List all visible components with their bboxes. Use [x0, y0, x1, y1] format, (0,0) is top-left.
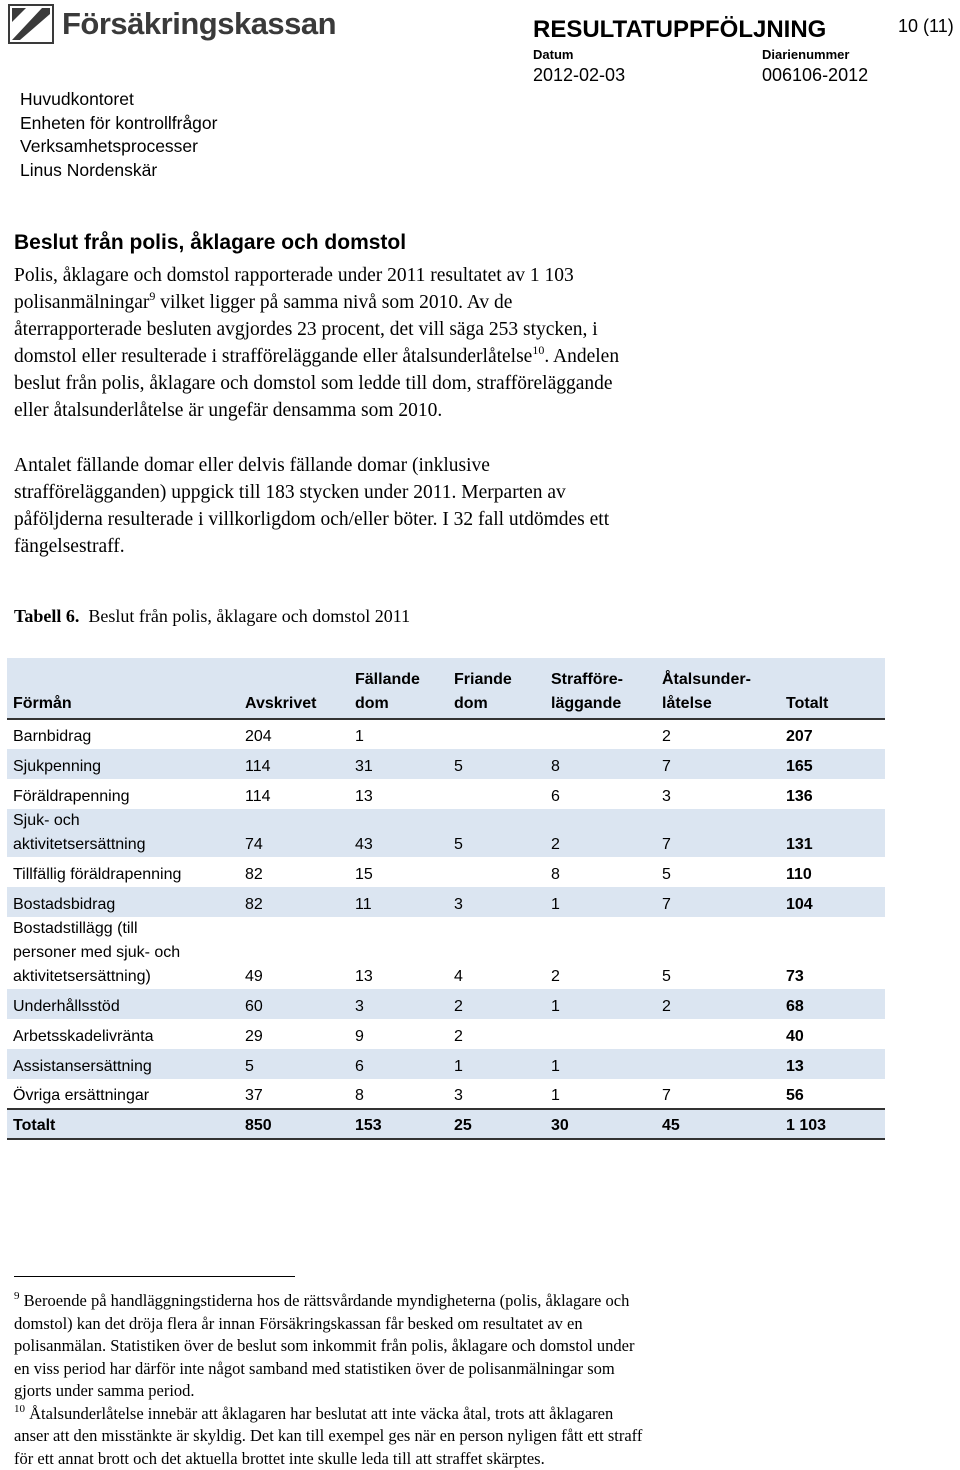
- text-span: . Andelen: [544, 346, 619, 367]
- footnote-separator: [14, 1276, 295, 1277]
- row-total: 131: [780, 809, 885, 857]
- footnote-9-line: domstol) kan det dröja flera år innan Försäkringskassan får besked om resultatet av en: [14, 1313, 642, 1336]
- total-cell: 45: [656, 1109, 780, 1139]
- row-label: Föräldrapenning: [7, 779, 239, 809]
- row-total: 104: [780, 887, 885, 917]
- text-line: återrapporterade besluten avgjordes 23 procent, det vill säga 253 stycken, i: [14, 316, 774, 343]
- table-cell: 1: [545, 1049, 656, 1079]
- row-label: Övriga ersättningar: [7, 1079, 239, 1109]
- row-total: 13: [780, 1049, 885, 1079]
- text-span: vilket ligger på samma nivå som 2010. Av de: [155, 292, 512, 313]
- sender-line: Enheten för kontrollfrågor: [20, 112, 217, 136]
- footnote-10-number: 10: [14, 1403, 25, 1415]
- total-cell: 25: [448, 1109, 545, 1139]
- table-row: [7, 809, 885, 857]
- total-cell: 153: [349, 1109, 448, 1139]
- table-total-row: [7, 1109, 885, 1139]
- table-cell: 2: [656, 989, 780, 1019]
- table-cell: [448, 719, 545, 749]
- table-row: [7, 887, 885, 917]
- footnote-ref-10[interactable]: 10: [532, 343, 544, 357]
- decision-table: [7, 658, 885, 1140]
- footnote-10-line: $^{10}$ Åtalsunderlåtelse innebär att åklagaren har beslutat att inte väcka åtal, trots att åklagaren: [14, 1403, 642, 1426]
- row-total: 165: [780, 749, 885, 779]
- logo-mark-icon: [8, 4, 54, 44]
- footnote-ref-9[interactable]: 9: [149, 289, 155, 303]
- row-label: Sjuk- och aktivitetsersättning: [7, 809, 239, 857]
- table-cell: [448, 779, 545, 809]
- table-row: [7, 857, 885, 887]
- row-label: Bostadstillägg (till personer med sjuk- och aktivitetsersättning): [7, 917, 239, 989]
- row-label: Tillfällig föräldrapenning: [7, 857, 239, 887]
- table-cell: 114: [239, 749, 349, 779]
- paragraph-1: [14, 262, 774, 424]
- text-line: påföljderna resulterade i villkorligdom och/eller böter. I 32 fall utdömdes ett: [14, 506, 774, 533]
- table-cell: [656, 1019, 780, 1049]
- row-label: Bostadsbidrag: [7, 887, 239, 917]
- section-heading: Beslut från polis, åklagare och domstol: [14, 231, 406, 255]
- table-cell: 1: [448, 1049, 545, 1079]
- footnote-9-number: 9: [14, 1290, 20, 1302]
- table-cell: 37: [239, 1079, 349, 1109]
- row-label: Underhållsstöd: [7, 989, 239, 1019]
- table-cell: 204: [239, 719, 349, 749]
- table-cell: 3: [448, 887, 545, 917]
- table-caption-title: Beslut från polis, åklagare och domstol 2011: [88, 606, 410, 626]
- footnote-9-line: en viss period har därför inte något samband med statistiken över de polisanmälningar som: [14, 1358, 642, 1381]
- footnote-9-line: $^9$ Beroende på handläggningstiderna hos de rättsvårdande myndigheterna (polis, åklagare och: [14, 1290, 642, 1313]
- table-cell: 7: [656, 1079, 780, 1109]
- table-cell: 7: [656, 887, 780, 917]
- table-cell: 5: [448, 749, 545, 779]
- table-row: [7, 749, 885, 779]
- table-cell: 4: [448, 917, 545, 989]
- table-cell: 8: [545, 857, 656, 887]
- table-row: [7, 779, 885, 809]
- table-row: [7, 917, 885, 989]
- table-cell: 1: [545, 1079, 656, 1109]
- row-label: Barnbidrag: [7, 719, 239, 749]
- column-header: Friande dom: [448, 658, 545, 719]
- table-cell: 6: [349, 1049, 448, 1079]
- text-line: Antalet fällande domar eller delvis fällande domar (inklusive: [14, 452, 774, 479]
- total-cell: 30: [545, 1109, 656, 1139]
- column-header: Strafföre- läggande: [545, 658, 656, 719]
- sender-line: Huvudkontoret: [20, 88, 217, 112]
- text-line: Polis, åklagare och domstol rapporterade under 2011 resultatet av 1 103: [14, 262, 774, 289]
- table-cell: 7: [656, 809, 780, 857]
- column-header: Totalt: [780, 658, 885, 719]
- row-total: 56: [780, 1079, 885, 1109]
- column-header: Åtalsunder- låtelse: [656, 658, 780, 719]
- table-cell: 7: [656, 749, 780, 779]
- row-total: 73: [780, 917, 885, 989]
- row-label: Sjukpenning: [7, 749, 239, 779]
- text-line: beslut från polis, åklagare och domstol som ledde till dom, strafföreläggande: [14, 370, 774, 397]
- table-cell: 2: [448, 989, 545, 1019]
- text-line: [14, 289, 774, 316]
- table-cell: 13: [349, 917, 448, 989]
- row-total: 68: [780, 989, 885, 1019]
- table-row: [7, 1079, 885, 1109]
- date-label: Datum: [533, 47, 573, 62]
- table-cell: 11: [349, 887, 448, 917]
- table-cell: 3: [349, 989, 448, 1019]
- table-cell: 6: [545, 779, 656, 809]
- table-cell: [545, 719, 656, 749]
- table-cell: 2: [656, 719, 780, 749]
- table-cell: 114: [239, 779, 349, 809]
- table-cell: 5: [239, 1049, 349, 1079]
- page-number: 10 (11): [898, 16, 954, 37]
- text-span: polisanmälningar: [14, 292, 149, 313]
- text-line: fängelsestraff.: [14, 533, 774, 560]
- table-row: [7, 1019, 885, 1049]
- table-cell: 60: [239, 989, 349, 1019]
- registration-number-value: 006106-2012: [762, 65, 868, 86]
- table-cell: 3: [448, 1079, 545, 1109]
- row-label: Arbetsskadelivränta: [7, 1019, 239, 1049]
- table-cell: 82: [239, 887, 349, 917]
- table-cell: 1: [545, 887, 656, 917]
- table-cell: 8: [545, 749, 656, 779]
- table-cell: 2: [545, 917, 656, 989]
- total-label: Totalt: [7, 1109, 239, 1139]
- table-cell: 8: [349, 1079, 448, 1109]
- table-row: [7, 719, 885, 749]
- table-cell: 13: [349, 779, 448, 809]
- text-line: eller åtalsunderlåtelse är ungefär densamma som 2010.: [14, 397, 774, 424]
- table-cell: 43: [349, 809, 448, 857]
- org-name: Försäkringskassan: [62, 6, 336, 42]
- table-cell: 1: [545, 989, 656, 1019]
- sender-line: Linus Nordenskär: [20, 159, 217, 183]
- column-header: Avskrivet: [239, 658, 349, 719]
- total-cell: 850: [239, 1109, 349, 1139]
- table-row: [7, 1049, 885, 1079]
- table-cell: 2: [448, 1019, 545, 1049]
- table-cell: 49: [239, 917, 349, 989]
- table-cell: [545, 1019, 656, 1049]
- table-cell: 31: [349, 749, 448, 779]
- table-caption: [14, 606, 410, 627]
- table-cell: 1: [349, 719, 448, 749]
- footnote-10-line: anser att den misstänkte är skyldig. Det kan till exempel ges när en person nyligen fått ett straff: [14, 1425, 642, 1448]
- document-type: RESULTATUPPFÖLJNING: [533, 16, 826, 44]
- grand-total: 1 103: [780, 1109, 885, 1139]
- row-total: 110: [780, 857, 885, 887]
- footnote-9-line: gjorts under samma period.: [14, 1380, 642, 1403]
- table-cell: 15: [349, 857, 448, 887]
- table-caption-label: Tabell 6.: [14, 606, 79, 626]
- table-cell: 3: [656, 779, 780, 809]
- column-header: Fällande dom: [349, 658, 448, 719]
- paragraph-2: [14, 452, 774, 560]
- row-total: 207: [780, 719, 885, 749]
- table-cell: 29: [239, 1019, 349, 1049]
- table-cell: 9: [349, 1019, 448, 1049]
- text-line: [14, 343, 774, 370]
- table-cell: 2: [545, 809, 656, 857]
- table-header-row: [7, 658, 885, 719]
- table-cell: 82: [239, 857, 349, 887]
- row-total: 40: [780, 1019, 885, 1049]
- table-cell: 5: [656, 857, 780, 887]
- table-cell: 74: [239, 809, 349, 857]
- footnote-10-line: för ett annat brott och det aktuella brottet inte skulle leda till att straffet skärptes.: [14, 1448, 642, 1470]
- sender-block: [20, 88, 217, 182]
- table-cell: [448, 857, 545, 887]
- footnotes: [14, 1290, 642, 1470]
- table-cell: 5: [448, 809, 545, 857]
- text-span: domstol eller resulterade i strafföreläggande eller åtalsunderlåtelse: [14, 346, 532, 367]
- table-cell: [656, 1049, 780, 1079]
- text-line: strafförelägganden) uppgick till 183 stycken under 2011. Merparten av: [14, 479, 774, 506]
- footnote-9-line: polisanmälan. Statistiken över de beslut som inkommit från polis, åklagare och domstol under: [14, 1335, 642, 1358]
- table-cell: 5: [656, 917, 780, 989]
- sender-line: Verksamhetsprocesser: [20, 135, 217, 159]
- column-header: Förmån: [7, 658, 239, 719]
- date-value: 2012-02-03: [533, 65, 625, 86]
- registration-number-label: Diarienummer: [762, 47, 849, 62]
- row-total: 136: [780, 779, 885, 809]
- table-row: [7, 989, 885, 1019]
- row-label: Assistansersättning: [7, 1049, 239, 1079]
